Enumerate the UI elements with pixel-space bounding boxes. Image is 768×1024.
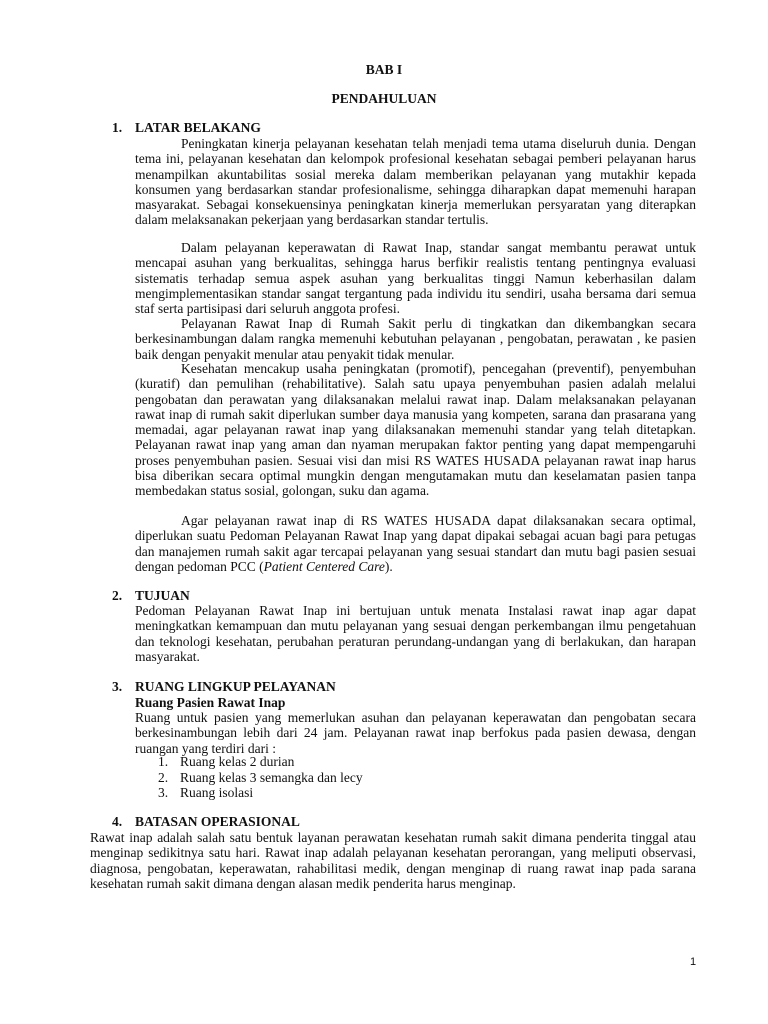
list-number: 2. xyxy=(158,769,169,785)
ruang-lingkup-paragraph: Ruang untuk pasien yang memerlukan asuhan dan pelayanan keperawatan dan pengobatan secara berkesinambungan lebih dari 24 jam. Pelayanan rawat inap berfokus pada pasien dewasa, dengan ruangan yang terdiri dari : xyxy=(135,710,696,756)
paragraph-text: Agar pelayanan rawat inap di RS WATES HUSADA dapat dilaksanakan secara optimal, diperlukan suatu Pedoman Pelayanan Rawat Inap yang dapat dipakai sebagai acuan bagi para petugas dan manajemen rumah sakit agar tercapai pelayanan yang sesuai standart dan mutu bagi pasien sesuai dengan pedoman PCC ( xyxy=(135,513,696,574)
latar-belakang-paragraph-2: Dalam pelayanan keperawatan di Rawat Inap, standar sangat membantu perawat untuk mencapai asuhan yang berkualitas, sehingga harus berfikir realistis tentang pentingnya evaluasi sistematis terhadap semua aspek asuhan yang berkualitas tinggi Namun keberhasilan dalam mengimplementasikan standar sangat tergantung pada individu itu sendiri, usaha bersama dari semua staf serta partisipasi dari seluruh anggota profesi. xyxy=(135,240,696,317)
list-number: 3. xyxy=(158,785,169,801)
ruang-list xyxy=(158,754,363,801)
section-title: TUJUAN xyxy=(135,588,190,603)
chapter-title: PENDAHULUAN xyxy=(331,91,437,106)
list-number: 1. xyxy=(158,754,169,769)
list-item xyxy=(158,770,363,786)
section-2-heading xyxy=(112,588,190,604)
section-title: LATAR BELAKANG xyxy=(135,120,261,135)
latar-belakang-paragraph-5 xyxy=(135,513,696,574)
section-title: BATASAN OPERASIONAL xyxy=(135,814,300,829)
chapter-label: BAB I xyxy=(365,62,403,77)
section-number: 2. xyxy=(112,588,123,603)
pcc-term: Patient Centered Care xyxy=(263,558,385,574)
page-number: 1 xyxy=(690,956,697,968)
batasan-operasional-paragraph: Rawat inap adalah salah satu bentuk layanan perawatan kesehatan rumah sakit dimana penderita tinggal atau menginap sedikitnya satu hari. Rawat inap adalah pelayanan kesehatan perorangan, yang meliputi observasi, diagnosa, pengobatan, keperawatan, rahabilitasi medik, dengan menginap di ruang rawat inap pada sarana kesehatan rumah sakit dimana dengan alasan medik penderita harus menginap. xyxy=(90,830,696,891)
section-4-heading xyxy=(112,814,300,830)
section-title: RUANG LINGKUP PELAYANAN xyxy=(135,679,336,694)
list-text: Ruang isolasi xyxy=(180,785,254,801)
list-text: Ruang kelas 3 semangka dan lecy xyxy=(180,769,363,785)
section-number: 3. xyxy=(112,679,123,694)
latar-belakang-paragraph-1: Peningkatan kinerja pelayanan kesehatan telah menjadi tema utama diseluruh dunia. Dengan tema ini, pelayanan kesehatan dan kelompok profesional kesehatan sebagai pemberi pelayanan harus menampilkan akuntabilitas sosial mereka dalam memberikan pelayanan yang mutakhir kepada konsumen yang berdasarkan standar profesionalisme, sehingga diharapkan dapat memenuhi harapan masyarakat. Sebagai konsekuensinya peningkatan kinerja memerlukan persyaratan yang diterapkan dalam melaksanakan pekerjaan yang berdasarkan standar tertulis. xyxy=(135,136,696,228)
section-1-heading xyxy=(112,120,261,136)
ruang-pasien-subheading: Ruang Pasien Rawat Inap xyxy=(135,695,286,710)
paragraph-text-end: ). xyxy=(384,558,393,574)
latar-belakang-paragraph-3: Pelayanan Rawat Inap di Rumah Sakit perlu di tingkatkan dan dikembangkan secara berkesinambungan dalam rangka memenuhi kebutuhan pelayanan , pengobatan, perawatan , ke pasien baik dengan penyakit menular atau penyakit tidak menular. xyxy=(135,316,696,362)
list-item xyxy=(158,754,363,770)
section-number: 4. xyxy=(112,814,123,829)
tujuan-paragraph: Pedoman Pelayanan Rawat Inap ini bertujuan untuk menata Instalasi rawat inap agar dapat meningkatkan kemampuan dan mutu pelayanan yang sesuai dengan perkembangan ilmu pengetahuan dan teknologi kesehatan, perubahan peraturan perundang-undangan yang di berlakukan, dan harapan masyarakat. xyxy=(135,603,696,664)
section-3-heading xyxy=(112,679,336,695)
section-number: 1. xyxy=(112,120,123,135)
list-item xyxy=(158,785,363,801)
latar-belakang-paragraph-4: Kesehatan mencakup usaha peningkatan (promotif), pencegahan (preventif), penyembuhan (kuratif) dan pemulihan (rehabilitative). Salah satu upaya penyembuhan pasien adalah melalui pengobatan dan perawatan yang dilaksanakan melalui rawat inap. Dalam melaksanakan pelayanan rawat inap di rumah sakit diperlukan sumber daya manusia yang kompeten, sarana dan prasarana yang memadai, agar pelayanan rawat inap yang dilaksanakan memenuhi standar yang telah ditetapkan. Pelayanan rawat inap yang aman dan nyaman merupakan faktor penting yang dapat mempengaruhi proses penyembuhan pasien. Sesuai visi dan misi RS WATES HUSADA pelayanan rawat inap harus bisa diberikan secara optimal mungkin dengan mengutamakan mutu dan keselamatan pasien tanpa membedakan status sosial, golongan, suku dan agama. xyxy=(135,361,696,499)
list-text: Ruang kelas 2 durian xyxy=(180,754,295,769)
